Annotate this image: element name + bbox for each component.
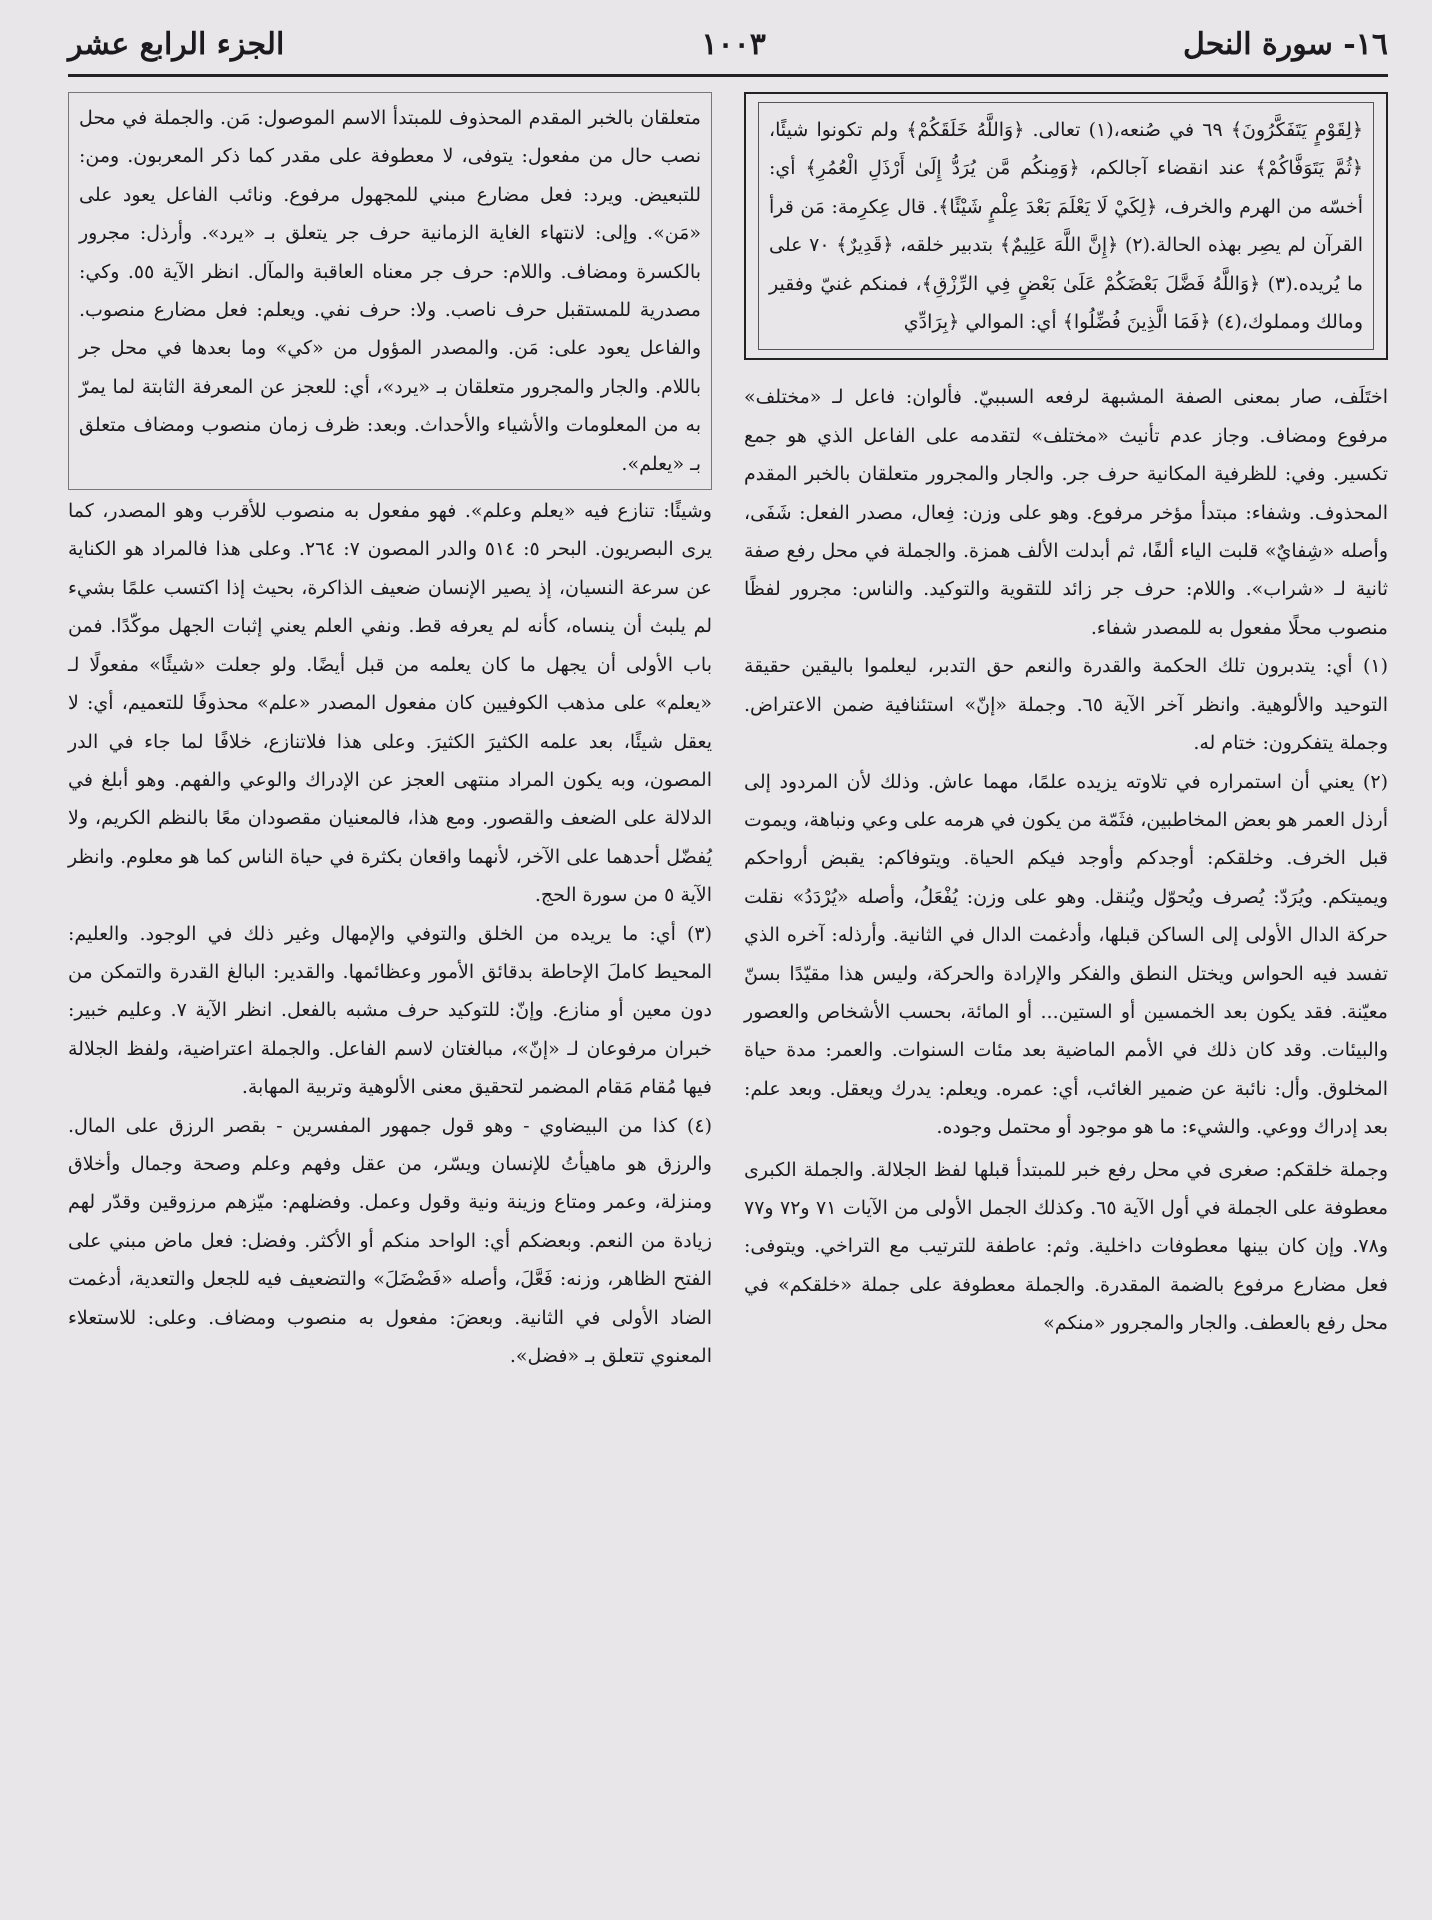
grammar-paragraph-left: وشيئًا: تنازع فيه «يعلم وعلم». فهو مفعول به منصوب للأقرب وهو المصدر، كما يرى البصريون. البحر ٥: ٥١٤ والدر المصون ٧: ٢٦٤. وعلى هذا فالمراد هو الكناية عن سرعة النسيان، إذ يصير الإنسان ضعيف الذاكرة، بحيث إذا اكتسب علمًا بشيء لم يلبث أن ينساه، كأنه لم يعرفه قط. ونفي العلم يعني إثبات الجهل موكّدًا. فمن باب الأولى أن يجهل ما كان يعلمه من قبل أيضًا. ولو جعلت «شيئًا» مفعولًا لـ «يعلم» على مذهب الكوفيين كان مفعول المصدر «علم» محذوفًا للتعميم، أي: لا يعقل شيئًا، بعد علمه الكثيرَ الكثيرَ. وعلى هذا فلاتنازع، خلافًا لما جاء في الدر المصون، وبه يكون المراد منتهى العجز عن الإدراك والوعي والفهم. وهو أبلغ في الدلالة على الضعف والقصور. ومع هذا، فالمعنيان مقصودان معًا بالنظم الكريم، ولا يُفضّل أحدهما على الآخر، لأنهما واقعان بكثرة في حياة الناس كما هو معلوم. وانظر الآية ٥ من سورة الحج. [68,500,712,907]
header-rule [68,74,1388,77]
footnote-1: (١) أي: يتدبرون تلك الحكمة والقدرة والنعم حق التدبر، ليعلموا باليقين حقيقة التوحيد والألوهية. وانظر آخر الآية ٦٥. وجملة «إنّ» استئنافية ضمن الاعتراض. وجملة يتفكرون: ختام له. [744,655,1388,755]
footnote-3: (٣) أي: ما يريده من الخلق والتوفي والإمهال وغير ذلك في الوجود. والعليم: المحيط كاملَ الإحاطة بدقائق الأمور وعظائمها. والقدير: البالغ القدرة والتمكن من دون معين أو منازع. وإنّ: للتوكيد حرف مشبه بالفعل. انظر الآية ٧. وعليم خبير: خبران مرفوعان لـ «إنّ»، مبالغتان لاسم الفاعل. والجملة اعتراضية، ولفظ الجلالة فيها مُقام مَقام المضمر لتحقيق معنى الألوهية وتربية المهابة. [68,922,712,1099]
juz-title: الجزء الرابع عشر [68,26,285,62]
left-column [68,92,712,1375]
footnote-2: (٢) يعني أن استمراره في تلاوته يزيده علمًا، مهما عاش. وذلك لأن المردود إلى أرذل العمر هو بعض المخاطبين، فثَمّة من يكون في هرمه على وعي ونباهة، ويموت قبل الخرف. وخلقكم: أوجدكم وأوجد فيكم الحياة. ويتوفاكم: يقبض أرواحكم ويميتكم. ويُرَدّ: يُصرف ويُحوّل ويُنقل. وهو على وزن: يُفْعَلُ، وأصله «يُرْدَدُ» نقلت حركة الدال الأولى إلى الساكن قبلها، وأدغمت الدال في الثانية. وأرذله: آخره الذي تفسد فيه الحواس ويختل النطق والفكر والإرادة والحركة، وليس هذا مقيّدًا بسنّ معيّنة. فقد يكون بعد الخمسين أو الستين... أو المائة، بحسب الأشخاص والعصور والبيئات. وقد كان ذلك في الأمم الماضية بعد مئات السنوات. والعمر: مدة حياة المخلوق. وأل: نائبة عن ضمير الغائب، أي: عمره. ويعلم: يدرك ويعقل. وبعد علم: بعد إدراك ووعي. والشيء: ما هو موجود أو محتمل وجوده. [744,770,1388,1139]
grammar-paragraph-2: وجملة خلقكم: صغرى في محل رفع خبر للمبتدأ قبلها لفظ الجلالة. والجملة الكبرى معطوفة على الجملة في أول الآية ٦٥. وكذلك الجمل الأولى من الآيات ٧١ و٧٢ و٧٧ و٧٨. وإن كان بينها معطوفات داخلية. وثم: عاطفة للترتيب مع التراخي. ويتوفى: فعل مضارع مرفوع بالضمة المقدرة. والجملة معطوفة على جملة «خلقكم» في محل رفع بالعطف. والجار والمجرور «منكم» [744,1158,1388,1335]
page-header [68,18,1388,70]
grammar-paragraph: اختَلَف، صار بمعنى الصفة المشبهة لرفعه السببيّ. فألوان: فاعل لـ «مختلف» مرفوع ومضاف. وجاز عدم تأنيث «مختلف» لتقدمه على الفاعل الذي هو جمع تكسير. وفي: للظرفية المكانية حرف جر. والجار والمجرور متعلقان بالخبر المقدم المحذوف. وشفاء: مبتدأ مؤخر مرفوع. وهو على وزن: فِعال، مصدر الفعل: شَفَى، وأصله «شِفايٌ» قلبت الياء ألفًا، ثم أبدلت الألف همزة. والجملة في محل رفع صفة ثانية لـ «شراب». واللام: حرف جر زائد للتقوية والتوكيد. والناس: مجرور لفظًا منصوب محلًا مفعول به للمصدر شفاء. [744,386,1388,639]
page-number: ١٠٠٣ [701,26,766,62]
quran-text-inner [758,102,1374,350]
footnote-4: (٤) كذا من البيضاوي - وهو قول جمهور المفسرين - بقصر الرزق على المال. والرزق هو ماهيأتُ للإنسان ويسّر، من عقل وفهم وعلم وصحة وجمال وأخلاق ومنزلة، وعمر ومتاع وزينة ونية وقول وعمل. وفضلهم: ميّزهم مرزوقين وقدّر لهم زيادة من النعم. وبعضكم أي: الواحد منكم أو الأكثر. وفضل: فعل ماض مبني على الفتح الظاهر، وزنه: فَعَّلَ، وأصله «فَضْضَلَ» والتضعيف فيه للجعل والتعدية، أدغمت الضاد الأولى في الثانية. وبعضَ: مفعول به منصوب ومضاف. وعلى: للاستعلاء المعنوي تتعلق بـ «فضل». [68,1114,712,1367]
surah-title: ١٦- سورة النحل [1182,26,1388,62]
right-column [744,92,1388,1343]
quran-text: ﴿لِقَوْمٍ يَتَفَكَّرُونَ﴾ ٦٩ في صُنعه،(١) تعالى. ﴿وَاللَّهُ خَلَقَكُمْ﴾ ولم تكونوا شيئًا، ﴿ثُمَّ يَتَوَفَّاكُمْ﴾ عند انقضاء آجالكم، ﴿وَمِنكُم مَّن يُرَدُّ إِلَىٰ أَرْذَلِ الْعُمُرِ﴾ أي: أخسّه من الهرم والخرف، ﴿لِكَيْ لَا يَعْلَمَ بَعْدَ عِلْمٍ شَيْئًا﴾. قال عِكرِمة: مَن قرأ القرآن لم يصِر بهذه الحالة.(٢) ﴿إِنَّ اللَّهَ عَلِيمٌ﴾ بتدبير خلقه، ﴿قَدِيرٌ﴾ ٧٠ على ما يُريده.(٣) ﴿وَاللَّهُ فَضَّلَ بَعْضَكُمْ عَلَىٰ بَعْضٍ فِي الرِّزْقِ﴾، فمنكم غنيّ وفقير ومالك ومملوك،(٤) ﴿فَمَا الَّذِينَ فُضِّلُوا﴾ أي: الموالي ﴿بِرَادِّي [769,119,1364,334]
grammar-box-text: متعلقان بالخبر المقدم المحذوف للمبتدأ الاسم الموصول: مَن. والجملة في محل نصب حال من مفعول: يتوفى، لا معطوفة على مقدر كما ذكر المعربون. ومن: للتبعيض. ويرد: فعل مضارع مبني للمجهول مرفوع. ونائب الفاعل يعود على «مَن». وإلى: لانتهاء الغاية الزمانية حرف جر يتعلق بـ «يرد». وأرذل: مجرور بالكسرة ومضاف. واللام: حرف جر معناه العاقبة والمآل. انظر الآية ٥٥. وكي: مصدرية للمستقبل حرف ناصب. ولا: حرف نفي. ويعلم: فعل مضارع منصوب. والفاعل يعود على: مَن. والمصدر المؤول من «كي» وما بعدها في محل جر باللام. والجار والمجرور متعلقان بـ «يرد»، أي: للعجز عن المعرفة الثابتة لما يمرّ به من المعلومات والأشياء والأحداث. وبعد: ظرف زمان منصوب ومضاف متعلق بـ «يعلم». [79,107,701,475]
quran-text-box [744,92,1388,360]
grammar-box [68,92,712,490]
